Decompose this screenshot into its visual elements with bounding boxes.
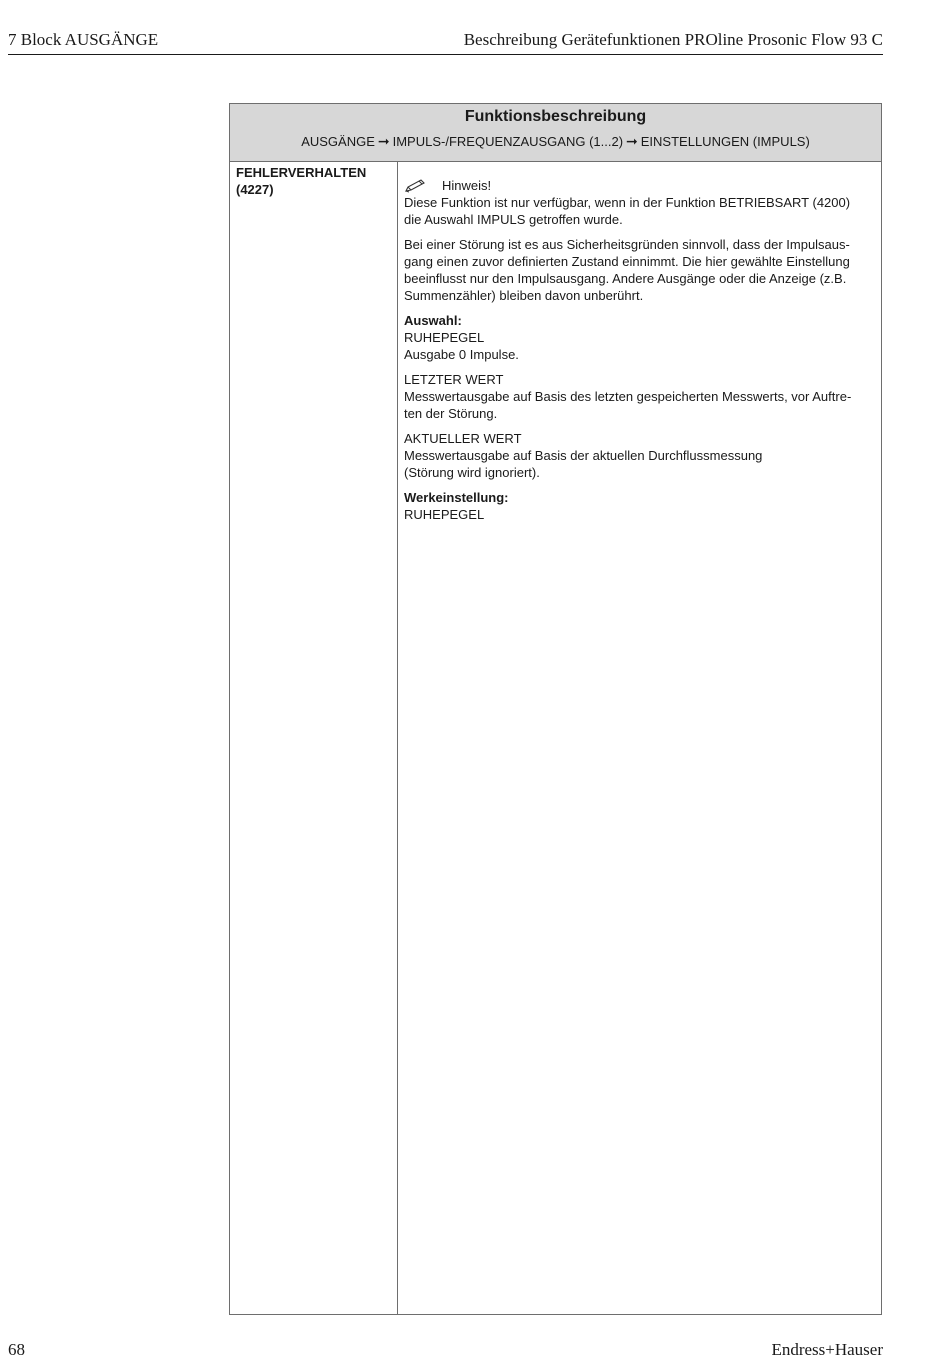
note-text: Diese Funktion ist nur verfügbar, wenn in der Funktion BETRIEBSART (4200) die Auswahl IMPULS getroffen wurde. bbox=[404, 195, 851, 227]
description-content bbox=[404, 177, 878, 531]
path-item: IMPULS-/FREQUENZAUSGANG (1...2) bbox=[392, 134, 624, 149]
arrow-right-icon: ➞ bbox=[626, 133, 638, 149]
arrow-right-icon: ➞ bbox=[377, 133, 390, 149]
option-description: Messwertausgabe auf Basis des letzten gespeicherten Messwerts, vor Auftre- bbox=[404, 389, 852, 404]
option-description: Messwertausgabe auf Basis der aktuellen Durchflussmessung bbox=[404, 448, 763, 463]
pencil-icon bbox=[404, 179, 426, 193]
function-code: (4227) bbox=[236, 182, 274, 197]
function-description-column bbox=[398, 161, 881, 1314]
path-item: EINSTELLUNGEN (IMPULS) bbox=[640, 134, 810, 149]
page-header bbox=[8, 30, 883, 55]
option-name: RUHEPEGEL bbox=[404, 330, 485, 345]
default-value: RUHEPEGEL bbox=[404, 507, 485, 522]
selection-option-letzter-wert bbox=[404, 371, 878, 422]
document-title: Beschreibung Gerätefunktionen PROline Prosonic Flow 93 C bbox=[463, 30, 883, 49]
default-setting bbox=[404, 489, 878, 523]
page-footer bbox=[8, 1340, 883, 1362]
option-description: ten der Störung. bbox=[404, 406, 498, 421]
selection-option-ruhepegel bbox=[404, 312, 878, 363]
function-name: FEHLERVERHALTEN (4227) bbox=[236, 165, 367, 197]
menu-path bbox=[230, 133, 881, 150]
option-description: Ausgabe 0 Impulse. bbox=[404, 347, 519, 362]
option-name: LETZTER WERT bbox=[404, 372, 504, 387]
brand-logo: Endress+Hauser bbox=[771, 1340, 883, 1359]
option-description: (Störung wird ignoriert). bbox=[404, 465, 540, 480]
chapter-title: 7 Block AUSGÄNGE bbox=[8, 30, 159, 49]
selection-label: Auswahl: bbox=[404, 313, 462, 328]
table-title: Funktionsbeschreibung bbox=[464, 108, 647, 125]
option-name: AKTUELLER WERT bbox=[404, 431, 522, 446]
selection-option-aktueller-wert bbox=[404, 430, 878, 481]
note-heading bbox=[404, 177, 878, 194]
function-table bbox=[229, 103, 882, 1315]
table-header bbox=[230, 104, 881, 162]
function-name-column bbox=[230, 161, 398, 1314]
default-label: Werkeinstellung: bbox=[404, 490, 509, 505]
page-number: 68 bbox=[8, 1340, 25, 1359]
description-text: Bei einer Störung ist es aus Sicherheitsgründen sinnvoll, dass der Impulsaus- gang einen zuvor definierten Zustand einnimmt. Die hier gewählte Einstellung beeinflusst nur den Impulsausgang. Andere Ausgänge oder die Anzeige (z.B. Summenzähler) bleiben davon unberührt. bbox=[404, 237, 850, 303]
path-item: AUSGÄNGE bbox=[301, 134, 375, 149]
note-label: Hinweis! bbox=[442, 178, 492, 193]
